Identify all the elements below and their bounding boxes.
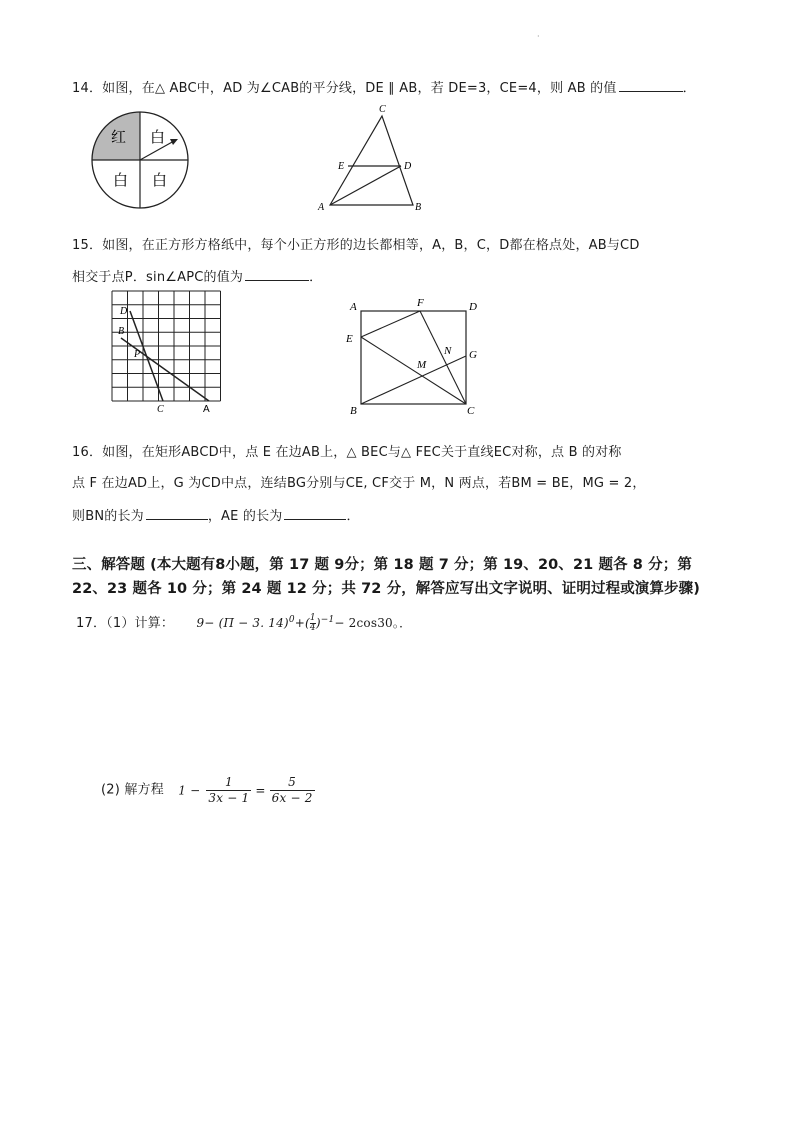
grid-label-P: P bbox=[134, 349, 141, 360]
label-C: C bbox=[379, 104, 386, 115]
section-3-line-2: 22、23 题各 10 分；第 24 题 12 分；共 72 分，解答应写出文字说明、证明过程或演算步骤) bbox=[72, 581, 700, 597]
rect-label-E: E bbox=[346, 333, 353, 345]
spinner-figure bbox=[90, 110, 190, 212]
label-D: D bbox=[404, 161, 412, 172]
spinner-label-white-1: 白 bbox=[150, 128, 166, 146]
triangle-abc-figure bbox=[310, 100, 430, 215]
grid-label-A: A bbox=[203, 404, 210, 415]
question-17-part-2 bbox=[101, 775, 315, 806]
spinner-label-white-2: 白 bbox=[113, 171, 129, 189]
rect-label-G: G bbox=[469, 349, 477, 361]
question-17-part-1 bbox=[76, 611, 411, 633]
rect-label-B: B bbox=[350, 405, 357, 417]
question-15-line-2 bbox=[72, 267, 322, 287]
question-15-end: ． bbox=[309, 270, 323, 285]
label-B: B bbox=[415, 202, 422, 213]
question-14-end: ． bbox=[682, 81, 696, 96]
question-14-text: 14．如图，在△ ABC中，AD 为∠CAB的平分线，DE ∥ AB，若 DE=3，CE=4，则 AB 的值 bbox=[72, 81, 617, 96]
question-16-line-2: 点 F 在边AD上，G 为CD中点，连结BG分别与CE, CF交于 M，N 两点，若BM = BE，MG = 2， bbox=[72, 476, 646, 491]
rect-label-C: C bbox=[467, 405, 475, 417]
spinner-label-white-3: 白 bbox=[152, 171, 168, 189]
header-mark: · bbox=[537, 32, 540, 41]
question-16-line-3 bbox=[72, 506, 360, 526]
question-17-part-1-label: 17．（1）计算： bbox=[76, 616, 175, 631]
rect-label-F: F bbox=[417, 297, 424, 309]
spinner-label-red: 红 bbox=[111, 128, 127, 146]
question-15-text: 相交于点P．sin∠APC的值为 bbox=[72, 270, 244, 285]
equation-17-2: 1 − $\frac{1}{3x - 1}$ = $\frac{5}{6x - 2}$ bbox=[178, 775, 313, 805]
rect-label-N: N bbox=[444, 345, 452, 357]
label-A: A bbox=[318, 202, 325, 213]
grid-label-D: D bbox=[120, 306, 128, 317]
question-16-line-1: 16．如图，在矩形ABCD中，点 E 在边AB上，△ BEC与△ FEC关于直线EC对称，点 B 的对称 bbox=[72, 445, 622, 460]
rect-label-A: A bbox=[350, 301, 357, 313]
rectangle-abcd-figure bbox=[340, 292, 490, 422]
question-16-text-a: 则BN的长为 bbox=[72, 509, 144, 524]
answer-blank-16-ae[interactable] bbox=[284, 506, 346, 520]
question-16-text-b: ，AE 的长为 bbox=[207, 509, 283, 524]
question-14 bbox=[72, 78, 696, 98]
rect-label-D: D bbox=[469, 301, 477, 313]
rect-label-M: M bbox=[417, 359, 427, 371]
question-15-line-1: 15．如图，在正方形方格纸中，每个小正方形的边长都相等，A，B，C，D都在格点处，AB与CD bbox=[72, 238, 640, 253]
grid-figure bbox=[100, 288, 235, 423]
expression-17-1: 9− (Π − 3. 14)$^0$+( $\frac{1}{4}$ )$^{-1}$− 2cos30。． bbox=[196, 613, 412, 633]
grid-label-B: B bbox=[118, 326, 125, 337]
answer-blank-16-bn[interactable] bbox=[146, 506, 208, 520]
answer-blank-14[interactable] bbox=[619, 78, 683, 92]
question-16-end: ． bbox=[346, 509, 360, 524]
question-17-part-2-label: (2) 解方程 bbox=[101, 782, 164, 798]
answer-blank-15[interactable] bbox=[245, 267, 309, 281]
label-E: E bbox=[338, 161, 345, 172]
section-3-line-1: 三、解答题 (本大题有8小题，第 17 题 9分；第 18 题 7 分；第 19、20、21 题各 8 分；第 bbox=[72, 557, 692, 573]
grid-label-C: C bbox=[157, 404, 164, 415]
